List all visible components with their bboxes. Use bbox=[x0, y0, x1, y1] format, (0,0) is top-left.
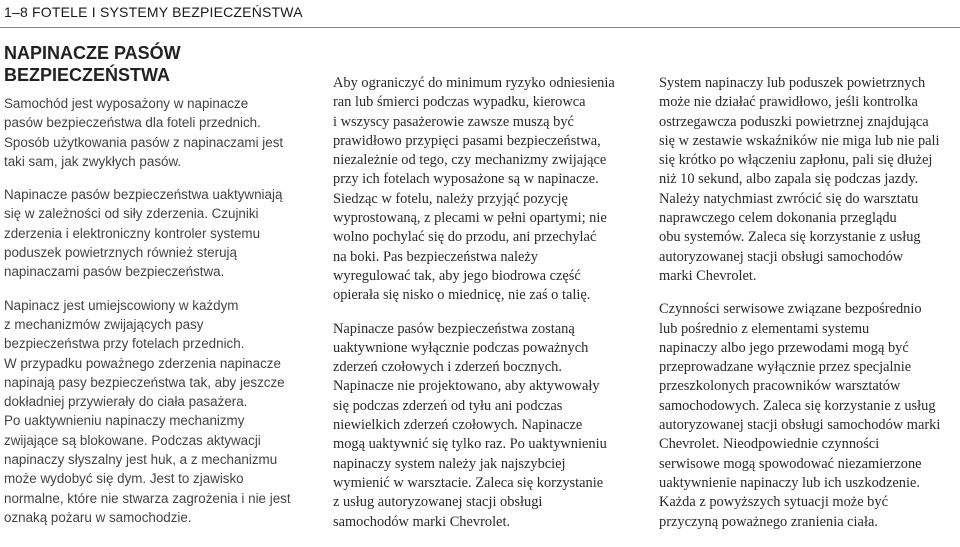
text-line: przy ich fotelach wyposażone są w napinacze. bbox=[333, 171, 599, 188]
text-line: poduszek powietrznych również sterują bbox=[4, 245, 237, 261]
text-line: zderzeń czołowych i zderzeń bocznych. bbox=[333, 359, 562, 376]
text-line: Aby ograniczyć do minimum ryzyko odniesienia bbox=[333, 75, 615, 91]
text-line: Po uaktywnieniu napinaczy mechanizmy bbox=[4, 413, 245, 429]
text-line: ran lub śmierci podczas wypadku, kierowca bbox=[333, 94, 586, 111]
text-line: wyregulować tak, aby jego biodrowa część bbox=[333, 267, 581, 284]
section-title-line: NAPINACZE PASÓW bbox=[4, 43, 181, 63]
text-line: bezpieczeństwa przy fotelach przednich. bbox=[4, 336, 245, 352]
text-line: lub pośrednio z elementami systemu bbox=[659, 320, 870, 337]
text-line: Samochód jest wyposażony w napinacze bbox=[4, 96, 249, 111]
column-3 bbox=[659, 74, 959, 532]
text-line: normalne, które nie stwarza zagrożenia i nie jest bbox=[4, 490, 291, 506]
text-line: się w zależności od siły zderzenia. Czujniki bbox=[4, 206, 259, 222]
text-line: niewielkich zderzeń czołowych. Napinacze bbox=[333, 417, 583, 434]
text-line: zwijające są blokowane. Podczas aktywacji bbox=[4, 432, 261, 448]
text-line: na boki. Pas bezpieczeństwa należy bbox=[333, 248, 538, 265]
text-line: Czynności serwisowe związane bezpośrednio bbox=[659, 301, 922, 318]
text-line: Każda z powyższych sytuacji może być bbox=[659, 494, 888, 511]
text-line: z usług autoryzowanej stacji obsługi bbox=[333, 494, 543, 511]
column-2 bbox=[333, 74, 633, 532]
text-line: Napinacz jest umiejscowiony w każdym bbox=[4, 297, 239, 313]
text-line: zderzenia i elektroniczny kontroler systemu bbox=[4, 225, 261, 241]
section-title bbox=[4, 42, 304, 86]
text-line: dokładniej przywierały do ciała pasażera. bbox=[4, 394, 248, 410]
section-title-line: BEZPIECZEŃSTWA bbox=[4, 65, 171, 85]
text-line: opierała się nisko o miednicę, nie zaś o talię. bbox=[333, 287, 591, 304]
header-divider bbox=[0, 27, 960, 28]
text-line: prawidłowo przypięci pasami bezpieczeństwa, bbox=[333, 132, 601, 149]
text-line: może wydobyć się dym. Jest to zjawisko bbox=[4, 471, 244, 487]
text-line: się w zestawie wskaźników nie miga lub nie pali bbox=[659, 132, 940, 149]
text-line: przeprowadzane wyłącznie przez specjalnie bbox=[659, 359, 912, 376]
text-line: napinaczy słyszalny jest huk, a z mechanizmu bbox=[4, 452, 278, 468]
text-line: serwisowe mogą spowodować niezamierzone bbox=[659, 455, 922, 472]
text-line: naprawczego celem dokonania przeglądu bbox=[659, 210, 897, 227]
text-line: przyczyną poważnego zranienia ciała. bbox=[659, 513, 878, 530]
text-line: się krótko po włączeniu zapłonu, pali się dłużej bbox=[659, 152, 933, 169]
text-line: obu systemów. Zaleca się korzystanie z usług bbox=[659, 229, 921, 246]
text-line: i wszyscy pasażerowie zawsze muszą być bbox=[333, 113, 574, 130]
text-line: z mechanizmów zwijających pasy bbox=[4, 316, 204, 332]
text-line: napinaczami pasów bezpieczeństwa. bbox=[4, 264, 225, 280]
paragraph bbox=[333, 74, 633, 306]
text-line: Napinacze pasów bezpieczeństwa zostaną bbox=[333, 320, 575, 337]
text-line: System napinaczy lub poduszek powietrznych bbox=[659, 75, 926, 91]
text-line: oznaką pożaru w samochodzie. bbox=[4, 509, 192, 525]
text-line: uaktywnienie napinaczy lub ich uszkodzenie. bbox=[659, 474, 920, 491]
paragraph bbox=[4, 296, 304, 528]
paragraph bbox=[4, 94, 304, 171]
text-line: niezależnie od tego, czy mechanizmy zwijające bbox=[333, 152, 607, 169]
text-line: pasów bezpieczeństwa dla foteli przednich. bbox=[4, 115, 261, 131]
paragraph bbox=[333, 320, 633, 532]
text-line: marki Chevrolet. bbox=[659, 267, 757, 284]
text-line: Chevrolet. Nieodpowiednie czynności bbox=[659, 436, 880, 453]
text-line: się podczas zderzeń od tyłu ani podczas bbox=[333, 397, 563, 414]
text-line: niż 10 sekund, albo zapala się podczas jazdy. bbox=[659, 171, 919, 188]
text-line: przeszkolonych pracowników warsztatów bbox=[659, 378, 901, 395]
running-head: 1–8 FOTELE I SYSTEMY BEZPIECZEŃSTWA bbox=[4, 4, 303, 20]
paragraph bbox=[659, 74, 959, 286]
text-line: W przypadku poważnego zderzenia napinacze bbox=[4, 355, 281, 371]
text-line: autoryzowanej stacji obsługi samochodów bbox=[659, 248, 904, 265]
text-line: samochodowych. Zaleca się korzystanie z usług bbox=[659, 397, 936, 414]
text-line: autoryzowanej stacji obsługi samochodów marki bbox=[659, 417, 941, 434]
text-line: wyprostowaną, z plecami w pełni opartymi; nie bbox=[333, 210, 607, 227]
text-line: uaktywnione wyłącznie podczas poważnych bbox=[333, 339, 589, 356]
column-1 bbox=[4, 42, 304, 527]
text-line: wymienić w warsztacie. Zaleca się korzystanie bbox=[333, 474, 604, 491]
text-line: taki sam, jak zwykłych pasów. bbox=[4, 153, 182, 169]
paragraph bbox=[4, 185, 304, 281]
paragraph bbox=[659, 300, 959, 532]
text-line: napinaczy albo jego przewodami mogą być bbox=[659, 339, 909, 356]
text-line: ostrzegawcza poduszki powietrznej znajdująca bbox=[659, 113, 929, 130]
text-line: Napinacze nie projektowano, aby aktywowały bbox=[333, 378, 600, 395]
text-line: wolno pochylać się do przodu, ani przechylać bbox=[333, 229, 597, 246]
text-line: Sposób użytkowania pasów z napinaczami jest bbox=[4, 134, 284, 150]
text-line: Siedząc w fotelu, należy przyjąć pozycję bbox=[333, 190, 568, 207]
text-line: może nie działać prawidłowo, jeśli kontrolka bbox=[659, 94, 918, 111]
text-line: Napinacze pasów bezpieczeństwa uaktywniają bbox=[4, 187, 283, 203]
text-line: Należy natychmiast zwrócić się do warsztatu bbox=[659, 190, 919, 207]
text-line: mogą uaktywnić się tylko raz. Po uaktywnieniu bbox=[333, 436, 607, 453]
text-line: napinaczy system należy jak najszybciej bbox=[333, 455, 566, 472]
text-line: napinają pasy bezpieczeństwa tak, aby jeszcze bbox=[4, 374, 285, 390]
text-line: samochodów marki Chevrolet. bbox=[333, 513, 511, 530]
